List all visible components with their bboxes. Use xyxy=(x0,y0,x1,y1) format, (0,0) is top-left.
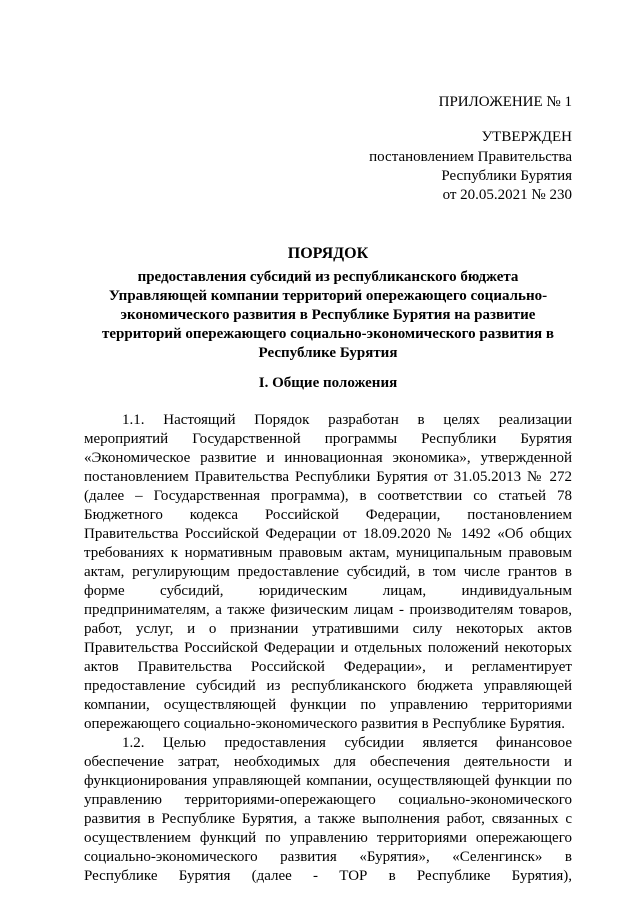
title-subline: территорий опережающего социально-экономического развития в xyxy=(102,326,554,342)
approved-date: от 20.05.2021 № 230 xyxy=(442,187,572,203)
text-line: компании, осуществляющей функции по управлению территориями xyxy=(84,697,572,713)
text-line: форме субсидий, юридическим лицам, индивидуальным xyxy=(84,583,572,599)
approved-by-line1: постановлением Правительства xyxy=(369,149,572,165)
text-line: опережающего социально-экономического развития в Республике Бурятия. xyxy=(84,716,566,732)
text-line: управлению территориями-опережающего социально-экономического xyxy=(84,792,572,808)
title-subline: экономического развития в Республике Бурятия на развитие xyxy=(120,307,536,323)
text-line: развития в Республике Бурятия, а также выполнения работ, связанных с xyxy=(84,811,572,827)
text-line: социально-экономического развития «Бурятия», «Селенгинск» в xyxy=(84,849,572,865)
text-line: работ, услуг, и о признании утратившими силу некоторых актов xyxy=(84,621,572,637)
title-subline: Республике Бурятия xyxy=(258,345,398,361)
text-line: актам, регулирующим предоставление субсидий, в том числе грантов в xyxy=(84,564,572,580)
text-line: мероприятий Государственной программы Республики Бурятия xyxy=(84,431,572,447)
text-line: «Экономическое развитие и инновационная экономика», утвержденной xyxy=(84,450,572,466)
text-line: 1.2. Целью предоставления субсидии является финансовое xyxy=(122,735,572,751)
text-line: Правительства Российской Федерации от 18.09.2020 № 1492 «Об общих xyxy=(84,526,572,542)
text-line: осуществлением функций по управлению территориями опережающего xyxy=(84,830,572,846)
title-subline: Управляющей компании территорий опережающего социально- xyxy=(108,288,548,304)
text-line: Бюджетного кодекса Российской Федерации, постановлением xyxy=(84,507,572,523)
text-line: (далее – Государственная программа), в соответствии со статьей 78 xyxy=(84,488,572,504)
text-line: Правительства Российской Федерации и отдельных положений некоторых xyxy=(84,640,572,656)
text-line: постановлением Правительства Республики Бурятия от 31.05.2013 № 272 xyxy=(84,469,572,485)
title-subline: предоставления субсидий из республиканского бюджета xyxy=(137,269,519,285)
text-line: актов Правительства Российской Федерации», и регламентирует xyxy=(84,659,572,675)
text-line: требованиях к нормативным правовым актам, муниципальным правовым xyxy=(84,545,572,561)
text-line: Республике Бурятия (далее - ТОР в Республике Бурятия), xyxy=(84,868,572,884)
appendix-label: ПРИЛОЖЕНИЕ № 1 xyxy=(438,94,572,110)
text-line: предпринимателям, а также физическим лицам - производителям товаров, xyxy=(84,602,572,618)
document-title: ПОРЯДОК xyxy=(287,245,369,262)
section-heading: I. Общие положения xyxy=(258,375,398,391)
approved-label: УТВЕРЖДЕН xyxy=(481,129,572,145)
approved-by-line2: Республики Бурятия xyxy=(441,168,572,184)
text-line: 1.1. Настоящий Порядок разработан в целях реализации xyxy=(122,412,572,428)
text-line: обеспечение затрат, необходимых для обеспечения деятельности и xyxy=(84,754,572,770)
text-line: предоставление субсидий из республиканского бюджета управляющей xyxy=(84,678,572,694)
text-line: функционирования управляющей компании, осуществляющей функции по xyxy=(84,773,572,789)
